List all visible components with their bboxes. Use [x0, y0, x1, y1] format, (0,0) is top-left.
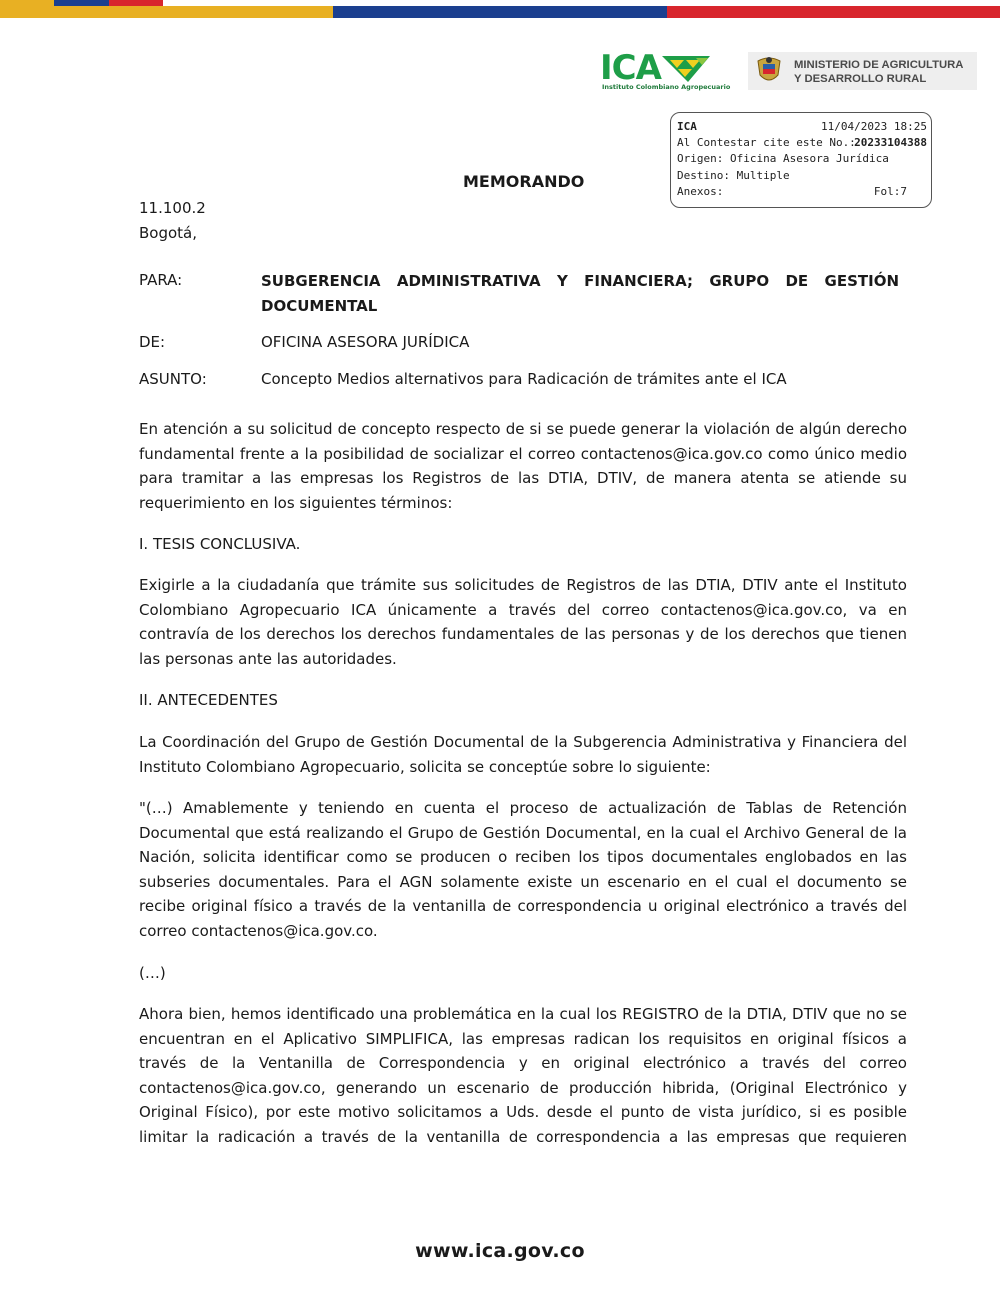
stamp-row-annexes	[677, 184, 927, 200]
filing-stamp	[670, 112, 932, 208]
coat-of-arms-icon	[754, 55, 784, 87]
stamp-folios: Fol:7	[873, 185, 907, 198]
section-2-paragraph: La Coordinación del Grupo de Gestión Documental de la Subgerencia Administrativa y Financiera del Instituto Colombiano Agropecuario, solicita se conceptúe sobre lo siguiente:	[139, 733, 907, 776]
memo-code: 11.100.2	[139, 199, 206, 217]
stamp-datetime: 11/04/2023 18:25	[821, 120, 927, 133]
asunto-value: Concepto Medios alternativos para Radicación de trámites ante el ICA	[261, 370, 787, 388]
footer-website: www.ica.gov.co	[415, 1240, 585, 1262]
intro-paragraph: En atención a su solicitud de concepto respecto de si se puede generar la violación de algún derecho fundamental frente a la posibilidad de socializar el correo contactenos@ica.gov.co como único medio para tramitar a las empresas los Registros de las DTIA, DTIV, de manera atenta se atiende su requerimiento en los siguientes términos:	[139, 420, 907, 512]
stamp-cite-label: Al Contestar cite este No.:	[677, 136, 856, 149]
para-label: PARA:	[139, 271, 183, 289]
section-1-paragraph: Exigirle a la ciudadanía que trámite sus solicitudes de Registros de las DTIA, DTIV ante el Instituto Colombiano Agropecuario ICA únicamente a través del correo contactenos@ica.gov.co, va en contravía de los derechos los derechos fundamentales de las personas y de los derechos que tienen las personas ante las autoridades.	[139, 576, 907, 668]
stamp-destination: Destino: Multiple	[677, 169, 790, 182]
asunto-label: ASUNTO:	[139, 370, 207, 388]
stamp-row-2	[677, 135, 927, 151]
ministry-line-1: MINISTERIO DE AGRICULTURA	[794, 59, 964, 71]
ministry-banner	[748, 52, 977, 90]
ministry-line-2: Y DESARROLLO RURAL	[794, 73, 927, 85]
closing-paragraph: Ahora bien, hemos identificado una problemática en la cual los REGISTRO de la DTIA, DTIV que no se encuentran en el Aplicativo SIMPLIFICA, las empresas radican los requisitos en original físicos a través de la Ventanilla de Correspondencia y en original electrónico a través del correo contactenos@ica.gov.co, generando un escenario de producción hibrida, (Original Electrónico y Original Físico), por este motivo solicitamos a Uds. desde el punto de vista jurídico, si es posible limitar la radicación a través de la ventanilla de correspondencia a las empresas que requieren	[139, 1005, 907, 1146]
bottom-color-stripe	[0, 6, 1000, 18]
ica-logo-subtitle: Instituto Colombiano Agropecuario	[602, 83, 731, 91]
ica-leaf-icon	[662, 54, 710, 84]
stamp-origin: Origen: Oficina Asesora Jurídica	[677, 152, 889, 165]
quote-paragraph: "(…) Amablemente y teniendo en cuenta el proceso de actualización de Tablas de Retención Documental que está realizando el Grupo de Gestión Documental, en la cual el Archivo General de la Nación, solicita identificar como se producen o reciben los tipos documentales englobados en las subseries documentales. Para el AGN solamente existe un escenario en el cual el documento se recibe original físico a través de la ventanilla de correspondencia u original electrónico a través del correo contactenos@ica.gov.co.	[139, 799, 907, 940]
document-title: MEMORANDO	[463, 172, 585, 191]
stamp-row-1	[677, 119, 927, 135]
section-1-heading: I. TESIS CONCLUSIVA.	[139, 535, 301, 553]
ellipsis-line: (…)	[139, 964, 166, 982]
ministry-name	[794, 58, 963, 86]
stamp-cite-number: 20233104388	[854, 136, 927, 149]
stamp-entity: ICA	[677, 120, 697, 133]
de-label: DE:	[139, 333, 166, 351]
memo-city: Bogotá,	[139, 224, 198, 242]
ica-logo-word: ICA	[600, 48, 661, 88]
section-2-heading: II. ANTECEDENTES	[139, 691, 278, 709]
de-value: OFICINA ASESORA JURÍDICA	[261, 333, 470, 351]
stamp-annexes: Anexos:	[677, 185, 724, 198]
para-value: SUBGERENCIA ADMINISTRATIVA Y FINANCIERA; GRUPO DE GESTIÓN DOCUMENTAL	[261, 272, 899, 315]
ica-logo	[600, 48, 731, 92]
